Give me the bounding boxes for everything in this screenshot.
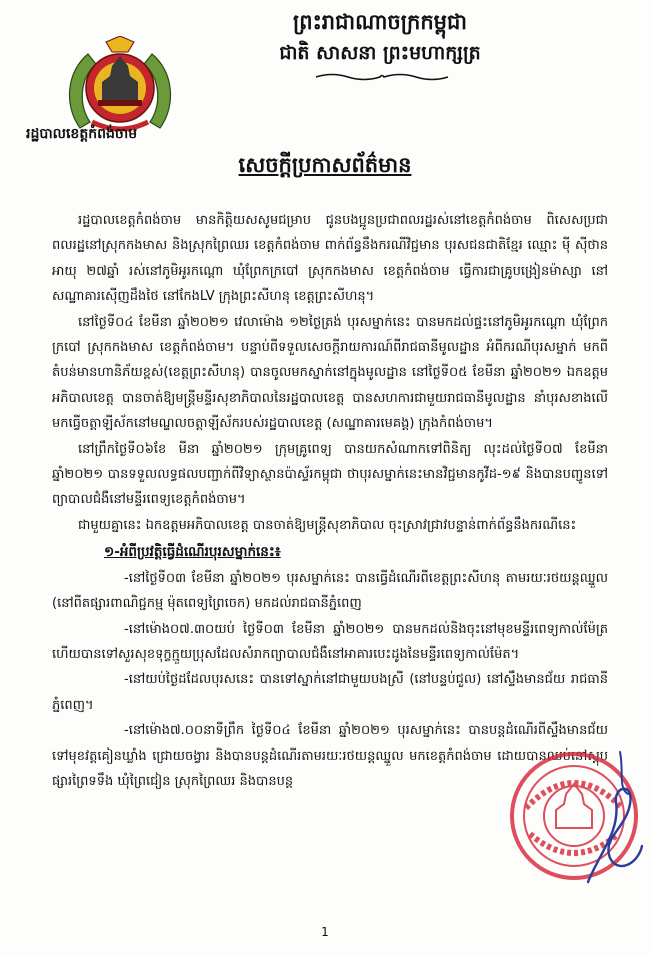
document-body [52,208,608,794]
section-heading: ១-អំពីប្រវត្តិធ្វើដំណើរបុរសម្នាក់នេះ៖ [104,544,281,561]
paragraph: រដ្ឋបាលខេត្តកំពង់ចាម មានកិត្តិយសសូមជម្រាប ជូនបងប្អូនប្រជាពលរដ្ឋរស់នៅខេត្តកំពង់ចាម ពិសេសប្រជាពលរដ្ឋនៅស្រុកកងមាស និងស្រុកព្រៃឈរ ខេត្តកំពង់ចាម ពាក់ព័ន្ធនឹងករណីវិជ្ជមាន បុរសជនជាតិខ្មែរ ឈ្មោះ ម៉ី ស៊ីថាន អាយុ ២៧ឆ្នាំ រស់នៅភូមិអូរកណ្ដោ ឃុំព្រែកក្របៅ ស្រុកកងមាស ខេត្តកំពង់ចាម ធ្វើការជាគ្រូបង្រៀនម៉ាស្សា នៅសណ្ឋាគារស៊ើញដឹងថៃ នៅកែងLV ក្រុងព្រះសីហនុ ខេត្តព្រះសីហនុ។ [52,213,608,305]
kingdom-title: ព្រះរាជាណាចក្រកម្ពុជា [292,10,467,34]
paragraph: ជាមួយគ្នានេះ ឯកឧត្តមអភិបាលខេត្ត បានចាត់ឱ្យមន្ត្រីសុខាភិបាល ចុះស្រាវជ្រាវបន្ទាន់ពាក់ព័ន្ធនឹងករណីនេះ [78,517,577,533]
list-item: -នៅយប់ថ្ងៃដដែលបុរសនេះ បានទៅស្នាក់នៅជាមួយបងស្រី (នៅបន្ទប់ជួល) នៅស្ទឹងមានជ័យ រាជធានីភ្នំពេញ។ [52,672,608,713]
list-item: -នៅម៉ោង០៧.៣០យប់ ថ្ងៃទី០៣ ខែមីនា ឆ្នាំ២០២១ បានមកដល់និងចុះនៅមុខមន្ទីរពេទ្យកាល់ម៉ែត្រ ហើយបានទៅសួរសុខទុក្ខក្មួយប្រុសដែលសំរាកព្យាបាលជំងឺនៅអាគារបេះដូងនៃមន្ទីរពេទ្យកាល់ម៉ែត។ [52,621,608,662]
list-item: -នៅម៉ោង៧.០០នាទីព្រឹក ថ្ងៃទី០៤ ខែមីនា ឆ្នាំ២០២១ បុរសម្នាក់នេះ បានបន្តដំណើរពីស្ទឹងមានជ័យ ទៅមុខវត្តគៀនឃ្លាំង ជ្រោយចង្វារ និងបានបន្តដំណើរតាមរយៈរថយន្តឈ្នួល មកខេត្តកំពង់ចាម ដោយបានឈប់នៅស្តុបផ្សារព្រៃទទឹង ឃុំព្រៃជៀន ស្រុកព្រៃឈរ និងបានបន្ត [52,723,608,789]
issuing-authority: រដ្ឋបាលខេត្តកំពង់ចាម [26,126,138,142]
ornament-divider [312,72,452,82]
handwritten-signature-icon [580,742,650,892]
document-title: សេចក្ដីប្រកាសព័ត៌មាន [238,153,412,177]
page-number: 1 [321,925,329,939]
paragraph: នៅថ្ងៃទី០៤ ខែមីនា ឆ្នាំ២០២១ វេលាម៉ោង ១២ថ្ងៃត្រង់ បុរសម្នាក់នេះ បានមកដល់ផ្ទះនៅភូមិអូរកណ្ដោ ឃុំព្រែកក្របៅ ស្រុកកងមាស ខេត្តកំពង់ចាម។ បន្ទាប់ពីទទួលសេចក្ដីរាយការណ៍ពីរាជធានីមូលដ្ឋាន អំពីករណីបុរសម្នាក់ មកពីតំបន់មានហានិភ័យខ្ពស់(ខេត្តព្រះសីហនុ) បានចូលមកស្នាក់នៅក្នុងមូលដ្ឋាន នៅថ្ងៃទី០៥ ខែមីនា ឆ្នាំ២០២១ ឯកឧត្តមអភិបាលខេត្ត បានចាត់ឱ្យមន្ត្រីមន្ទីរសុខាភិបាលនៃរដ្ឋបាលខេត្ត បានសហការជាមួយរាជធានីមូលដ្ឋាន នាំបុរសខាងលើ មកធ្វើចត្តាឡីស័កនៅមណ្ឌលចត្តាឡីស័ករបស់រដ្ឋបាលខេត្ត (សណ្ឋាគារមេគង្គ) ក្រុងកំពង់ចាម។ [52,314,608,432]
national-motto: ជាតិ សាសនា ព្រះមហាក្សត្រ [279,42,481,64]
paragraph: នៅព្រឹកថ្ងៃទី០៦ខែ មីនា ឆ្នាំ២០២១ ក្រុមគ្រូពេទ្យ បានយកសំណាកទៅពិនិត្យ លុះដល់ថ្ងៃទី០៧ ខែមីនា ឆ្នាំ២០២១ បានទទួលលទ្ធផលបញ្ជាក់ពីវិទ្យាស្ថានប៉ាស្ទ័រកម្ពុជា ថាបុរសម្នាក់នេះមានវិជ្ជមានកូវីដ-១៩ និងបានបញ្ជូនទៅព្យាបាលជំងឺនៅមន្ទីរពេទ្យខេត្តកំពង់ចាម។ [52,441,608,508]
list-item: -នៅថ្ងៃទី០៣ ខែមីនា ឆ្នាំ២០២១ បុរសម្នាក់នេះ បានធ្វើដំណើរពីខេត្តព្រះសីហនុ តាមរយៈរថយន្តឈ្នួល (នៅពីតផ្សារពាណិជ្ជកម្ម ម៉ុតពេទ្យព្រៃចេក) មកដល់រាជធានីភ្នំពេញ [52,570,608,612]
